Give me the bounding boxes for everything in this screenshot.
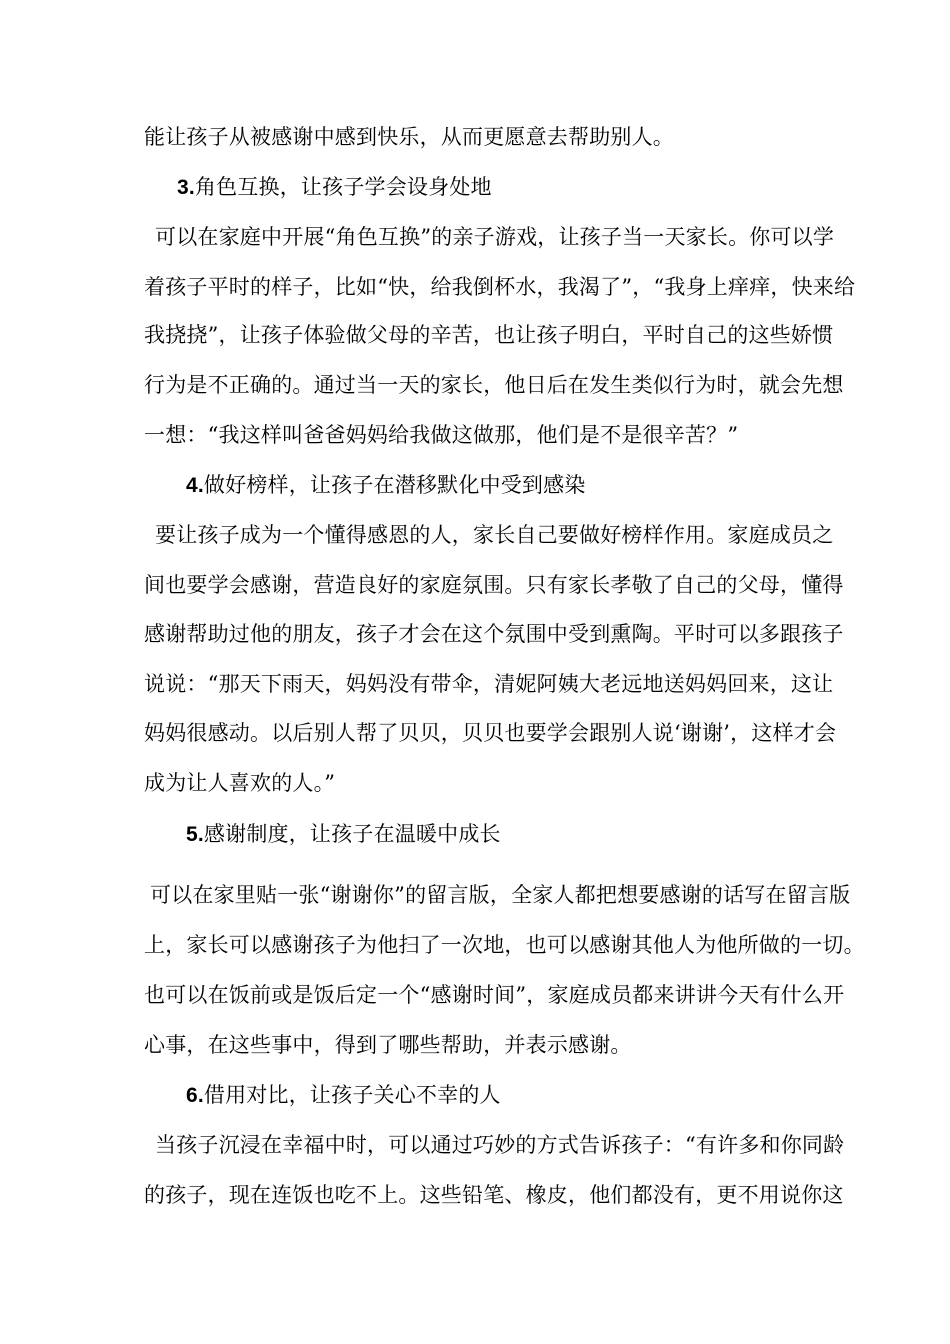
heading-text: 感谢制度，让孩子在温暖中成长 [203,822,501,846]
section-heading-6 [186,1080,501,1111]
paragraph-line: 妈妈很感动。以后别人帮了贝贝，贝贝也要学会跟别人说‘谢谢’，这样才会 [144,721,837,745]
paragraph-line: 上，家长可以感谢孩子为他扫了一次地，也可以感谢其他人为他所做的一切。 [144,933,865,957]
paragraph-line: 一想：“我这样叫爸爸妈妈给我做这做那，他们是不是很辛苦？” [144,423,739,447]
paragraph-line: 可以在家庭中开展“角色互换”的亲子游戏，让孩子当一天家长。你可以学 [155,225,835,249]
heading-number: 3. [177,176,195,199]
heading-text: 借用对比，让孩子关心不幸的人 [203,1083,501,1107]
paragraph-line: 间也要学会感谢，营造良好的家庭氛围。只有家长孝敬了自己的父母，懂得 [144,573,844,597]
paragraph-line: 的孩子，现在连饭也吃不上。这些铅笔、橡皮，他们都没有，更不用说你这 [144,1183,844,1207]
heading-number: 4. [186,474,204,497]
paragraph-line: 当孩子沉浸在幸福中时，可以通过巧妙的方式告诉孩子：“有许多和你同龄 [155,1133,845,1157]
section-heading-3 [177,172,492,203]
paragraph-line: 我挠挠”，让孩子体验做父母的辛苦，也让孩子明白，平时自己的这些娇惯 [144,323,834,347]
paragraph-line: 可以在家里贴一张“谢谢你”的留言版，全家人都把想要感谢的话写在留言版 [150,883,851,907]
section-heading-4 [186,470,586,501]
heading-text: 做好榜样，让孩子在潜移默化中受到感染 [203,473,586,497]
heading-number: 5. [186,823,204,846]
paragraph-line: 要让孩子成为一个懂得感恩的人，家长自己要做好榜样作用。家庭成员之 [155,523,834,547]
heading-text: 角色互换，让孩子学会设身处地 [194,175,492,199]
paragraph-line: 能让孩子从被感谢中感到快乐，从而更愿意去帮助别人。 [144,125,674,149]
paragraph-line: 着孩子平时的样子，比如“快，给我倒杯水，我渴了”，“我身上痒痒，快来给 [144,275,856,299]
heading-number: 6. [186,1084,204,1107]
paragraph-line: 成为让人喜欢的人。” [144,771,336,795]
paragraph-line: 感谢帮助过他的朋友，孩子才会在这个氛围中受到熏陶。平时可以多跟孩子 [144,622,844,646]
section-heading-5 [186,819,501,850]
paragraph-line: 心事，在这些事中，得到了哪些帮助，并表示感谢。 [144,1033,632,1057]
paragraph-line: 行为是不正确的。通过当一天的家长，他日后在发生类似行为时，就会先想 [144,373,844,397]
paragraph-line: 说说：“那天下雨天，妈妈没有带伞，清妮阿姨大老远地送妈妈回来，这让 [144,672,834,696]
paragraph-line: 也可以在饭前或是饭后定一个“感谢时间”，家庭成员都来讲讲今天有什么开 [144,983,845,1007]
